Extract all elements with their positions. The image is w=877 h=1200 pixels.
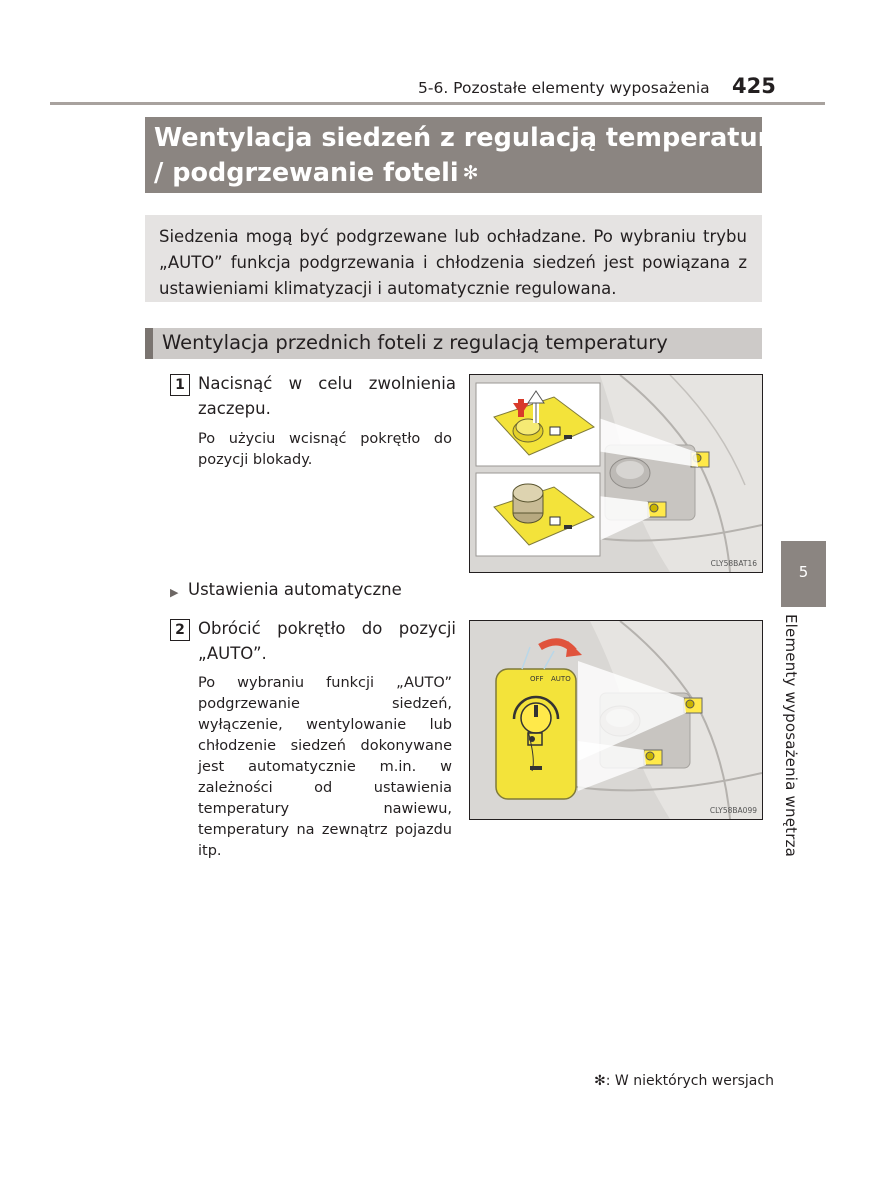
knob-off-label: OFF <box>530 675 544 683</box>
title-line-2-text: / podgrzewanie foteli <box>154 158 459 188</box>
title-banner <box>145 117 787 193</box>
section-accent <box>145 328 153 359</box>
intro-box <box>145 215 762 302</box>
step-1-text: Nacisnąć w celu zwolnienia zaczepu. <box>198 374 456 418</box>
running-header: 5-6. Pozostałe elementy wyposażenia <box>418 79 710 97</box>
figure-1-code: CLY58BAT16 <box>710 559 757 568</box>
console-illustration-1 <box>470 375 762 572</box>
step-2-note: Po wybraniu funkcji „AUTO” podgrzewanie siedzeń, wyłączenie, wentylowanie lub chłodzenie siedzeń dokonywane jest automatycznie m.in. w zależności od ustawienia temperatury nawiewu, temperatury na zewnątrz pojazdu itp. <box>198 675 452 859</box>
console-illustration-2 <box>470 621 762 819</box>
section-heading-bar <box>145 328 762 359</box>
step-1-number: 1 <box>170 374 190 396</box>
bullet-arrow-icon: ▶ <box>170 586 179 599</box>
title-line-2 <box>154 156 787 191</box>
chapter-tab <box>781 541 826 607</box>
intro-text: Siedzenia mogą być podgrzewane lub ochładzane. Po wybraniu trybu „AUTO” funkcja podgrzewania i chłodzenia siedzeń jest powiązana z ustawieniami klimatyzacji i automatycznie regulowana. <box>159 227 747 298</box>
bullet-heading: Ustawienia automatyczne <box>188 580 402 599</box>
title-marker: ✻ <box>462 162 479 184</box>
step-1-note: Po użyciu wcisnąć pokrętło do pozycji blokady. <box>198 431 452 468</box>
figure-seat-knob-release <box>469 374 763 573</box>
header-rule <box>50 102 825 105</box>
step-2-text: Obrócić pokrętło do pozycji „AUTO”. <box>198 619 456 663</box>
step-2-number: 2 <box>170 619 190 641</box>
figure-2-code: CLY58BA099 <box>709 806 757 815</box>
chapter-label: Elementy wyposażenia wnętrza <box>782 614 800 858</box>
section-heading: Wentylacja przednich foteli z regulacją temperatury <box>162 331 668 354</box>
knob-auto-label: AUTO <box>551 675 571 683</box>
figure-seat-knob-auto <box>469 620 763 820</box>
page-number: 425 <box>732 74 776 98</box>
page-title <box>154 121 787 191</box>
chapter-number: 5 <box>798 563 809 581</box>
footnote: ✻: W niektórych wersjach <box>594 1073 774 1089</box>
title-line-1: Wentylacja siedzeń z regulacją temperatury <box>154 123 787 153</box>
